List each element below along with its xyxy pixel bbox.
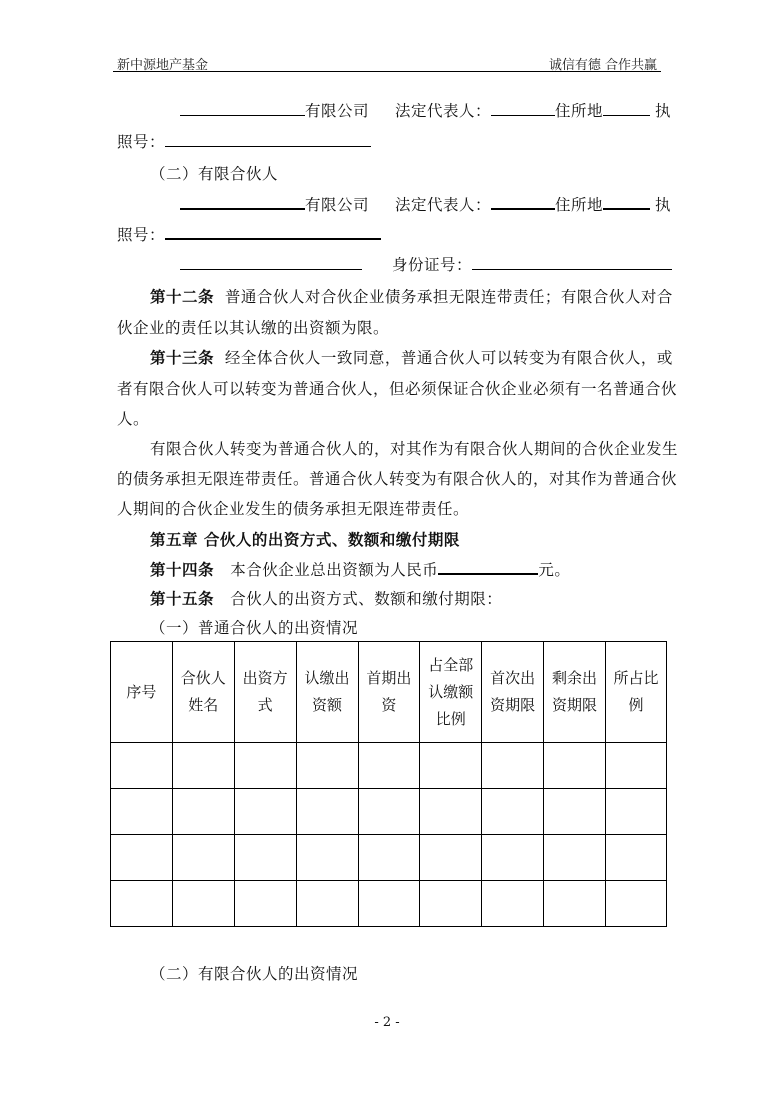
table-cell[interactable] (234, 881, 296, 927)
address-blank[interactable] (603, 99, 650, 116)
address-blank-2[interactable] (603, 192, 650, 210)
table-cell[interactable] (544, 789, 606, 835)
table-cell[interactable] (544, 835, 606, 881)
table-header-text: 资期限 (552, 696, 598, 714)
paragraph-line-3: 人期间的合伙企业发生的债务承担无限连带责任。 (117, 500, 470, 518)
table-cell[interactable] (172, 835, 234, 881)
table-cell[interactable] (482, 881, 544, 927)
license-blank-1[interactable] (165, 130, 371, 147)
license-line-1: 照号： (117, 130, 371, 152)
table-cell[interactable] (358, 789, 420, 835)
article-15-line: 第十五条 合伙人的出资方式、数额和缴付期限： (150, 589, 503, 608)
table-header-text: 姓名 (188, 696, 219, 714)
table-cell[interactable] (172, 881, 234, 927)
paragraph-line-1: 有限合伙人转变为普通合伙人的，对其作为有限合伙人期间的合伙企业发生 (150, 440, 679, 458)
table-header-text: 资 (381, 696, 397, 714)
article-13-line-1: 第十三条 经全体合伙人一致同意，普通合伙人可以转变为有限合伙人，或 (150, 348, 673, 367)
table-header-text: 出资方 (242, 669, 288, 687)
table-cell[interactable] (111, 881, 173, 927)
table-header-cell (172, 642, 234, 743)
table-header-cell (111, 642, 173, 743)
table-cell[interactable] (482, 789, 544, 835)
chapter-5-heading: 第五章 合伙人的出资方式、数额和缴付期限 (150, 530, 460, 549)
table-cell[interactable] (111, 835, 173, 881)
table-cell[interactable] (234, 789, 296, 835)
table-cell[interactable] (234, 835, 296, 881)
name-blank[interactable] (180, 253, 362, 270)
table-cell[interactable] (172, 743, 234, 789)
table-header-text: 例 (628, 696, 644, 714)
table-header-text: 占全部 (428, 655, 474, 674)
table-cell[interactable] (296, 743, 358, 789)
table-header-cell (420, 642, 482, 743)
table-cell[interactable] (358, 743, 420, 789)
table-cell[interactable] (296, 881, 358, 927)
table-cell[interactable] (420, 881, 482, 927)
table-cell[interactable] (482, 743, 544, 789)
table-cell[interactable] (234, 743, 296, 789)
table-header-cell (544, 642, 606, 743)
table-cell[interactable] (482, 835, 544, 881)
company-name-blank[interactable] (180, 99, 305, 116)
table-cell[interactable] (111, 743, 173, 789)
company-name-blank-2[interactable] (180, 192, 305, 210)
table-header-text: 认缴额 (428, 682, 474, 701)
article-13-line-3: 人。 (117, 410, 150, 428)
table-header-text: 合伙人 (180, 669, 226, 687)
table-cell[interactable] (420, 835, 482, 881)
table-cell[interactable] (606, 881, 667, 927)
table-cell[interactable] (296, 835, 358, 881)
table-row (111, 881, 667, 927)
table-header-cell (606, 642, 667, 743)
section-2-heading: （二）有限合伙人的出资情况 (150, 965, 359, 983)
table-cell[interactable] (420, 789, 482, 835)
table-header-text: 资额 (312, 696, 343, 714)
table-cell[interactable] (111, 789, 173, 835)
table-cell[interactable] (420, 743, 482, 789)
table-cell[interactable] (606, 835, 667, 881)
article-12-line-2: 伙企业的责任以其认缴的出资额为限。 (117, 319, 390, 337)
table-cell[interactable] (606, 743, 667, 789)
page-number: - 2 - (374, 1015, 400, 1030)
table-header-cell (234, 642, 296, 743)
table-header-text: 首次出 (490, 669, 536, 687)
header-rule (113, 71, 661, 72)
table-header-text: 式 (257, 696, 273, 714)
table-row (111, 835, 667, 881)
limited-partner-heading: （二）有限合伙人 (150, 165, 279, 183)
table-row (111, 789, 667, 835)
general-partner-capital-table (110, 641, 667, 927)
table-cell[interactable] (544, 743, 606, 789)
table-header-cell (482, 642, 544, 743)
header-right: 诚信有德 合作共赢 (548, 58, 657, 73)
table-cell[interactable] (544, 881, 606, 927)
article-14-line: 第十四条 本合伙企业总出资额为人民币 元。 (150, 557, 570, 580)
table-header-text: 资期限 (490, 696, 536, 714)
article-12-line-1: 第十二条 普通合伙人对合伙企业债务承担无限连带责任；有限合伙人对合 (150, 287, 673, 306)
limited-partner-company-line: 有限公司 法定代表人： 住所地 执 (180, 192, 671, 215)
id-number-line: 身份证号： (180, 253, 672, 275)
total-capital-blank[interactable] (438, 557, 538, 575)
table-cell[interactable] (296, 789, 358, 835)
license-blank-2[interactable] (165, 222, 381, 240)
section-1-heading: （一）普通合伙人的出资情况 (150, 619, 359, 637)
table-row (111, 743, 667, 789)
table-header-text: 比例 (435, 709, 466, 728)
table-header-text: 所占比 (613, 669, 659, 687)
license-line-2: 照号： (117, 222, 381, 245)
table-header-cell (358, 642, 420, 743)
general-partner-company-line: 有限公司 法定代表人： 住所地 执 (180, 99, 671, 121)
table-header-text: 认缴出 (304, 669, 350, 687)
table-cell[interactable] (606, 789, 667, 835)
table-header-row (111, 642, 667, 743)
paragraph-line-2: 的债务承担无限连带责任。普通合伙人转变为有限合伙人的，对其作为普通合伙 (117, 470, 678, 488)
rep-blank[interactable] (491, 99, 555, 116)
table-header-cell (296, 642, 358, 743)
table-header-text: 首期出 (366, 669, 412, 687)
article-13-line-2: 者有限合伙人可以转变为普通合伙人，但必须保证合伙企业必须有一名普通合伙 (117, 380, 678, 398)
rep-blank-2[interactable] (491, 192, 555, 210)
header-left: 新中源地产基金 (117, 58, 209, 73)
table-header-text: 剩余出 (552, 669, 598, 687)
table-header-text: 序号 (126, 682, 157, 701)
table-cell[interactable] (358, 881, 420, 927)
table-cell[interactable] (358, 835, 420, 881)
id-number-blank[interactable] (472, 253, 672, 270)
table-cell[interactable] (172, 789, 234, 835)
